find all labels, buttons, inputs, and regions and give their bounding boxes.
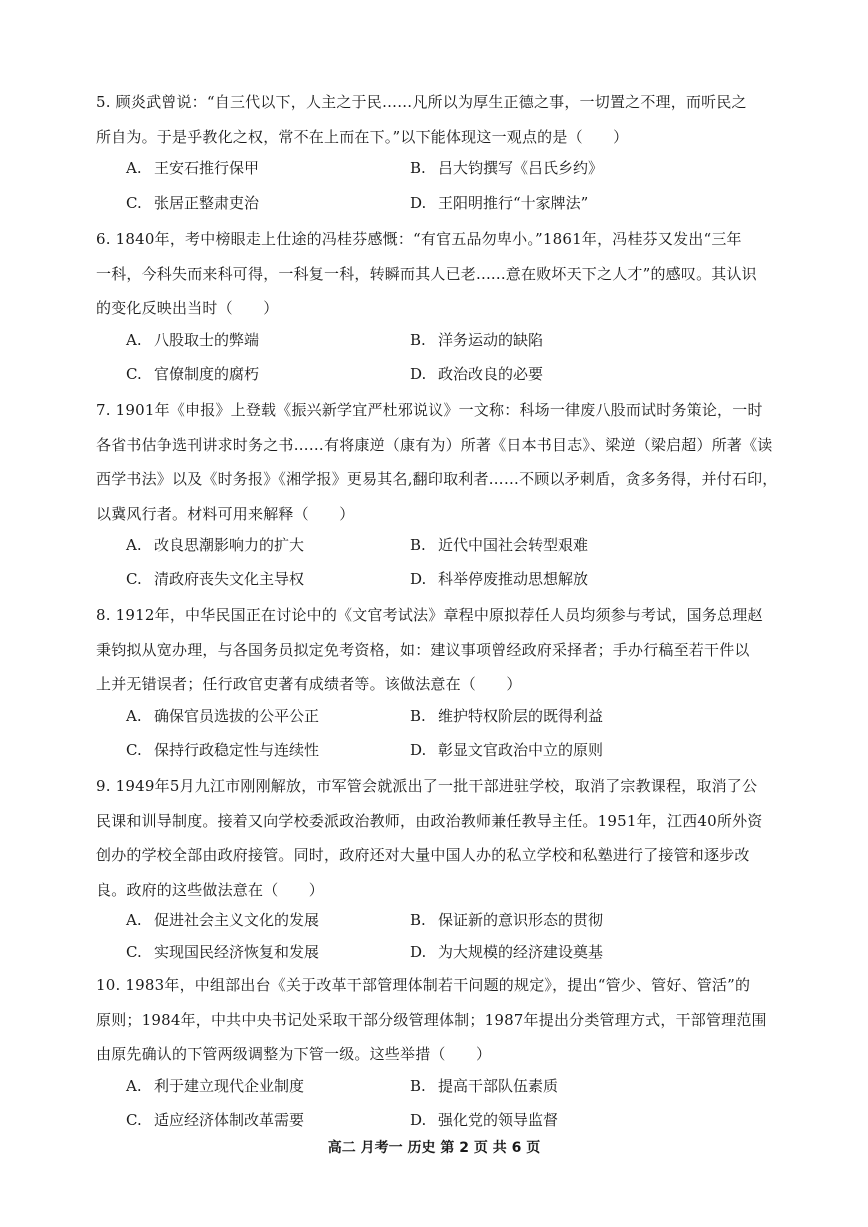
- question-text-line: 良。政府的这些做法意在（ ）: [96, 880, 325, 899]
- option-b: B. 洋务运动的缺陷: [410, 331, 544, 349]
- option-a: A. 促进社会主义文化的发展: [126, 911, 320, 929]
- option-a: A. 八股取士的弊端: [126, 331, 260, 349]
- question-10-stem: [96, 968, 776, 1072]
- option-c: C. 官僚制度的腐朽: [126, 365, 260, 383]
- option-d: D. 科举停废推动思想解放: [410, 570, 589, 588]
- question-text-line: 一科，今科失而来科可得，一科复一科，转瞬而其人已老......意在败坏天下之人才”的感叹。其认识: [96, 264, 757, 283]
- question-text-line: 9. 1949年5月九江市刚刚解放，市军管会就派出了一批干部进驻学校，取消了宗教课程，取消了公: [96, 777, 758, 795]
- option-a: A. 确保官员选拔的公平公正: [126, 707, 320, 725]
- question-text-line: 10. 1983年，中组部出台《关于改革干部管理体制若干问题的规定》，提出“管少、管好、管活”的: [96, 976, 751, 994]
- question-7-stem: [96, 393, 776, 531]
- question-text-line: 民课和训导制度。接着又向学校委派政治教师，由政治教师兼任教导主任。1951年，江西40所外资: [96, 811, 763, 830]
- question-8-stem: [96, 598, 776, 702]
- option-d: D. 为大规模的经济建设奠基: [410, 943, 604, 961]
- option-b: B. 吕大钧撰写《吕氏乡约》: [410, 159, 604, 177]
- option-d: D. 强化党的领导监督: [410, 1111, 559, 1129]
- option-c: C. 保持行政稳定性与连续性: [126, 741, 320, 759]
- question-text-line: 由原先确认的下管两级调整为下管一级。这些举措（ ）: [96, 1045, 492, 1063]
- option-c: C. 实现国民经济恢复和发展: [126, 943, 320, 961]
- page-footer: 高二 月考一 历史 第 2 页 共 6 页: [327, 1140, 541, 1156]
- question-6-stem: [96, 222, 776, 326]
- question-text-line: 以冀风行者。材料可用来解释（ ）: [96, 504, 355, 523]
- question-text-line: 秉钧拟从宽办理，与各国务员拟定免考资格，如：建议事项曾经政府采择者；手办行稿至若干件以: [96, 640, 750, 659]
- question-text-line: 6. 1840年，考中榜眼走上仕途的冯桂芬感慨：“有官五品勿卑小。”1861年，冯桂芬又发出“三年: [96, 230, 742, 248]
- option-d: D. 彰显文官政治中立的原则: [410, 741, 604, 759]
- question-text-line: 7. 1901年《申报》上登载《振兴新学宜严杜邪说议》一文称：科场一律废八股而试时务策论，一时: [96, 401, 763, 419]
- question-text-line: 原则；1984年，中共中央书记处采取干部分级管理体制；1987年提出分类管理方式，干部管理范围: [96, 1010, 767, 1029]
- option-b: B. 维护特权阶层的既得利益: [410, 707, 604, 725]
- question-text-line: 5. 顾炎武曾说：“自三代以下，人主之于民……凡所以为厚生正德之事，一切置之不理，而听民之: [96, 93, 747, 111]
- question-9-stem: [96, 769, 776, 907]
- option-d: D. 政治改良的必要: [410, 365, 544, 383]
- option-a: A. 利于建立现代企业制度: [126, 1077, 305, 1095]
- option-c: C. 适应经济体制改革需要: [126, 1111, 305, 1129]
- question-text-line: 8. 1912年，中华民国正在讨论中的《文官考试法》章程中原拟荐任人员均须参与考试，国务总理赵: [96, 606, 763, 624]
- question-text-line: 的变化反映出当时（ ）: [96, 299, 279, 317]
- question-text-line: 所自为。于是乎教化之权，常不在上而在下。”以下能体现这一观点的是（ ）: [96, 127, 629, 146]
- option-a: A. 王安石推行保甲: [126, 159, 260, 177]
- option-a: A. 改良思潮影响力的扩大: [126, 536, 305, 554]
- question-text-line: 上并无错误者；任行政官吏著有成绩者等。该做法意在（ ）: [96, 675, 522, 693]
- option-c: C. 张居正整肃吏治: [126, 194, 260, 212]
- question-text-line: 各省书估争选刊讲求时务之书……有将康逆（康有为）所著《日本书目志》、梁逆（梁启超）所著《读: [96, 435, 773, 454]
- option-b: B. 提高干部队伍素质: [410, 1077, 559, 1095]
- question-text-line: 西学书法》以及《时务报》《湘学报》更易其名,翻印取利者……不顾以矛刺盾，贪多务得，并付石印，: [96, 470, 778, 488]
- option-b: B. 保证新的意识形态的贯彻: [410, 911, 604, 929]
- question-5-stem: [96, 85, 776, 154]
- option-b: B. 近代中国社会转型艰难: [410, 536, 589, 554]
- question-text-line: 创办的学校全部由政府接管。同时，政府还对大量中国人办的私立学校和私塾进行了接管和逐步改: [96, 846, 750, 864]
- option-d: D. 王阳明推行“十家牌法”: [410, 194, 589, 212]
- option-c: C. 清政府丧失文化主导权: [126, 570, 305, 588]
